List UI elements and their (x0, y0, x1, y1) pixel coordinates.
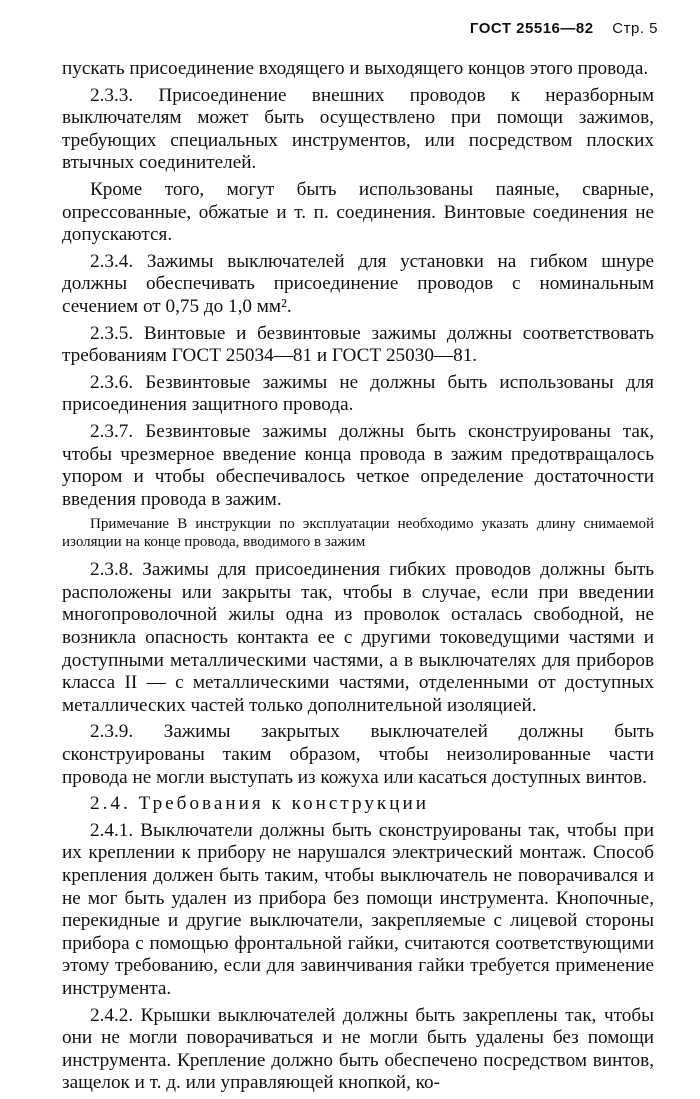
document-body (62, 58, 654, 1099)
clause-2-3-3-addendum: Кроме того, могут быть использованы паяные, сварные, опрессованные, обжатые и т. п. соединения. Винтовые соединения не допускаются. (62, 178, 654, 246)
clause-2-3-5: 2.3.5. Винтовые и безвинтовые зажимы должны соответствовать требованиям ГОСТ 25034—81 и ГОСТ 25030—81. (62, 322, 654, 367)
clause-2-4-2: 2.4.2. Крышки выключателей должны быть закреплены так, чтобы они не могли поворачиваться и не могли быть удалены без помощи инструмента. Крепление должно быть обеспечено посредством винтов, защелок и т. д. или управляющей кнопкой, ко- (62, 1004, 654, 1094)
note-2-3-7: Примечание В инструкции по эксплуатации необходимо указать длину снимаемой изоляции на конце провода, вводимого в зажим (62, 516, 654, 551)
page-number: Стр. 5 (612, 20, 658, 37)
clause-2-3-8: 2.3.8. Зажимы для присоединения гибких проводов должны быть расположены или закрыты так, чтобы в случае, если при введении многопроволочной жилы одна из проволок осталась свободной, не возникла опасность контакта ее с другими токоведущими частями и доступными металлическими частями, а в выключателях для приборов класса II — с металлическими частями, отделенными от доступных металлических частей только дополнительной изоляцией. (62, 559, 654, 716)
section-heading-2-4: 2.4. Требования к конструкции (90, 793, 430, 815)
clause-2-3-7: 2.3.7. Безвинтовые зажимы должны быть сконструированы так, чтобы чрезмерное введение конца провода в зажим предотвращалось упором и чтобы обеспечивалось четкое определение достаточности введения провода в зажим. (62, 420, 654, 510)
clause-2-3-4: 2.3.4. Зажимы выключателей для установки на гибком шнуре должны обеспечивать присоединение проводов с номинальным сечением от 0,75 до 1,0 мм². (62, 250, 654, 317)
clause-2-4-1: 2.4.1. Выключатели должны быть сконструированы так, чтобы при их креплении к прибору не нарушался электрический монтаж. Способ крепления должен быть таким, чтобы выключатель не поворачивался и не мог быть удален из прибора без помощи инструмента. Кнопочные, перекидные и другие выключатели, закрепляемые с лицевой стороны прибора с помощью фронтальной гайки, считаются соответствующими этому требованию, если для завинчивания гайки требуется применение инструмента. (62, 819, 654, 999)
page-header (470, 20, 658, 37)
standard-number: ГОСТ 25516—82 (469, 20, 594, 37)
clause-2-3-6: 2.3.6. Безвинтовые зажимы не должны быть использованы для присоединения защитного провода. (62, 371, 654, 416)
clause-2-3-9: 2.3.9. Зажимы закрытых выключателей должны быть сконструированы таким образом, чтобы неизолированные части провода не могли выступать из кожуха или касаться доступных винтов. (62, 721, 654, 788)
clause-2-3-3: 2.3.3. Присоединение внешних проводов к неразборным выключателям может быть осуществлено при помощи зажимов, требующих специальных инструментов, или посредством плоских втычных соединителей. (62, 84, 654, 174)
paragraph-continuation: пускать присоединение входящего и выходящего концов этого провода. (62, 58, 649, 79)
